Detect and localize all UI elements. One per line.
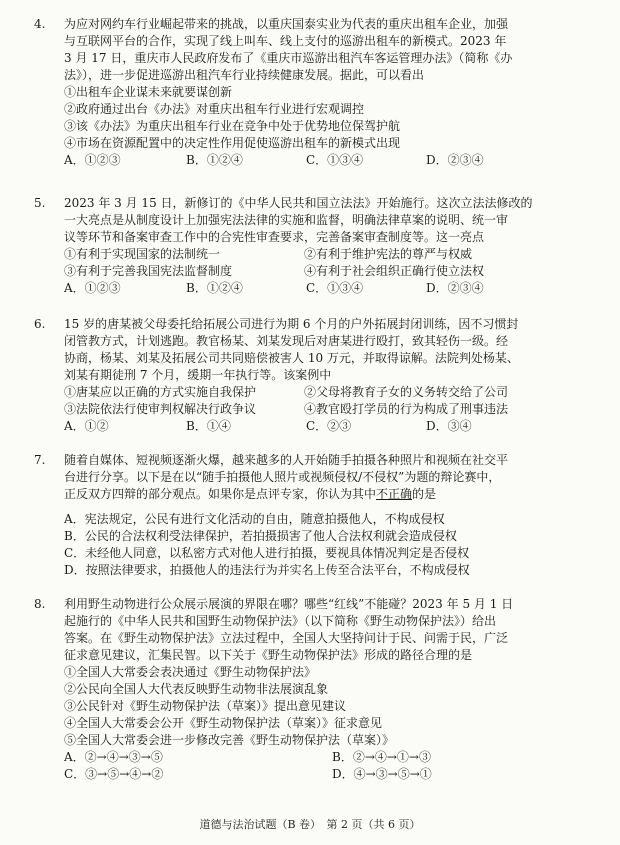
statement-option: ③公民针对《野生动物保护法（草案）》提出意见建议	[64, 699, 347, 713]
statement-option: ①有利于实现国家的法制统一	[64, 247, 221, 261]
question-text: 3 月 17 日，重庆市人民政府发布了《重庆市巡游出租汽车客运管理办法》（简称《办	[64, 51, 513, 65]
choice-c: C．①③④	[306, 153, 364, 167]
statement-option: ②父母将教育子女的义务转交给了公司	[304, 385, 509, 399]
statement-option: ④市场在资源配置中的决定性作用促使巡游出租车的新模式出现	[64, 136, 401, 150]
page-footer: 道德与法治试题（B 卷） 第 2 页（共 6 页）	[199, 818, 421, 831]
question-number: 7.	[34, 453, 46, 467]
choice-a: A．①②③	[64, 153, 121, 167]
choice-c: C．①③④	[306, 281, 364, 295]
answer-choices	[34, 749, 590, 766]
choice-d: D．③④	[426, 419, 472, 433]
choice-d: D．②③④	[426, 281, 484, 295]
choice-b: B．②→④→①→③	[332, 750, 431, 764]
statement-option: ①出租车企业谋未来就要谋创新	[64, 85, 233, 99]
statement-option: ②有利于维护宪法的尊严与权威	[304, 247, 473, 261]
choice-c: C．③→⑤→④→②	[64, 767, 164, 781]
choice-d: D．按照法律要求，拍摄他人的违法行为并实名上传至合法平台，不构成侵权	[64, 563, 470, 577]
statement-option: ③法院依法行使审判权解决行政争议	[64, 402, 257, 416]
question-text: 议等环节和备案审查工作中的合宪性审查要求，完善备案审查制度等。这一亮点	[64, 230, 485, 244]
question-7	[34, 452, 590, 579]
choice-c: C．②③	[306, 419, 352, 433]
question-8	[34, 596, 590, 783]
question-text: 利用野生动物进行公众展示展演的界限在哪？哪些“红线”不能碰？2023 年 5 月 1 日	[64, 597, 514, 611]
question-text: 法》），进一步促进巡游出租汽车行业持续健康发展。据此，可以看出	[64, 68, 425, 82]
statement-option: ①全国人大常委会表决通过《野生动物保护法》	[64, 665, 317, 679]
answer-choices	[34, 766, 590, 783]
choice-a: A．①②	[64, 419, 109, 433]
statement-option: ③有利于完善我国宪法监督制度	[64, 264, 233, 278]
answer-choices	[34, 280, 590, 297]
statement-pair	[34, 384, 590, 401]
question-text: 15 岁的唐某被父母委托给拓展公司进行为期 6 个月的户外拓展封闭训练，因不习惯封	[64, 317, 519, 331]
statement-option: ④全国人大常委会公开《野生动物保护法（草案）》征求意见	[64, 716, 383, 730]
statement-option: ②公民向全国人大代表反映野生动物非法展演乱象	[64, 682, 329, 696]
choice-c: C．未经他人同意，以私密方式对他人进行拍摄，要视具体情况判定是否侵权	[64, 546, 470, 560]
choice-d: D．④→③→⑤→①	[332, 767, 432, 781]
statement-option: ④教官殴打学员的行为构成了刑事违法	[304, 402, 509, 416]
question-text: 台进行分享。以下是在以“随手拍摄他人照片或视频侵权/不侵权”为题的辩论赛中，	[64, 470, 501, 484]
statement-option: ①唐某应以正确的方式实施自我保护	[64, 385, 257, 399]
question-number: 6.	[34, 317, 46, 331]
question-text: 答案。在《野生动物保护法》立法过程中，全国人大坚持问计于民、问需于民，广泛	[64, 631, 509, 645]
question-text: 随着自媒体、短视频逐渐火爆，越来越多的人开始随手拍摄各种照片和视频在社交平	[64, 453, 509, 467]
statement-pair	[34, 246, 590, 263]
question-5	[34, 195, 590, 297]
question-number: 8.	[34, 597, 46, 611]
choice-b: B．①②④	[186, 281, 243, 295]
question-text: 起施行的《中华人民共和国野生动物保护法》（以下简称《野生动物保护法》）给出	[64, 614, 497, 628]
statement-option: ③该《办法》为重庆出租车行业在竞争中处于优势地位保驾护航	[64, 119, 401, 133]
choice-d: D．②③④	[426, 153, 484, 167]
question-text: 协商，杨某、刘某及拓展公司共同赔偿被害人 10 万元，并取得谅解。法院判处杨某、	[64, 351, 519, 365]
choice-b: B．①②④	[186, 153, 243, 167]
question-text: 正反双方四辩的部分观点。如果你是点评专家，你认为其中	[64, 487, 377, 501]
emphasis-underline: 不正确	[376, 487, 413, 501]
statement-option: ④有利于社会组织正确行使立法权	[304, 264, 485, 278]
question-text: 为应对网约车行业崛起带来的挑战，以重庆国泰实业为代表的重庆出租车企业，加强	[64, 17, 509, 31]
question-text: 与互联网平台的合作，实现了线上叫车、线上支付的巡游出租车的新模式。2023 年	[64, 34, 507, 48]
question-text: 刘某有期徒刑 7 个月，缓期一年执行等。该案例中	[64, 368, 332, 382]
choice-a: A．宪法规定，公民有进行文化活动的自由，随意拍摄他人，不构成侵权	[64, 512, 445, 526]
statement-option: ⑤全国人大常委会进一步修改完善《野生动物保护法（草案）》	[64, 733, 395, 747]
question-text-tail: 的是	[412, 487, 437, 501]
choice-b: B．①④	[186, 419, 231, 433]
choice-b: B．公民的合法权利受法律保护，若拍摄损害了他人合法权利就会造成侵权	[64, 529, 457, 543]
statement-pair	[34, 401, 590, 418]
statement-pair	[34, 263, 590, 280]
question-text: 一大亮点是从制度设计上加强宪法法律的实施和监督，明确法律草案的说明、统一审	[64, 213, 509, 227]
answer-choices	[34, 152, 590, 169]
question-text: 闭管教方式，计划逃跑。教官杨某、刘某发现后对唐某进行殴打，致其轻伤一级。经	[64, 334, 509, 348]
question-number: 5.	[34, 196, 46, 210]
choice-a: A．①②③	[64, 281, 121, 295]
question-number: 4.	[34, 17, 46, 31]
choice-a: A．②→④→③→⑤	[64, 750, 163, 764]
question-4	[34, 16, 590, 169]
answer-choices	[34, 418, 590, 435]
question-text: 征求意见建议，汇集民智。以下关于《野生动物保护法》形成的路径合理的是	[64, 648, 473, 662]
statement-option: ②政府通过出台《办法》对重庆出租车行业进行宏观调控	[64, 102, 365, 116]
question-text: 2023 年 3 月 15 日，新修订的《中华人民共和国立法法》开始施行。这次立法法修改的	[64, 196, 533, 210]
question-6	[34, 316, 590, 435]
